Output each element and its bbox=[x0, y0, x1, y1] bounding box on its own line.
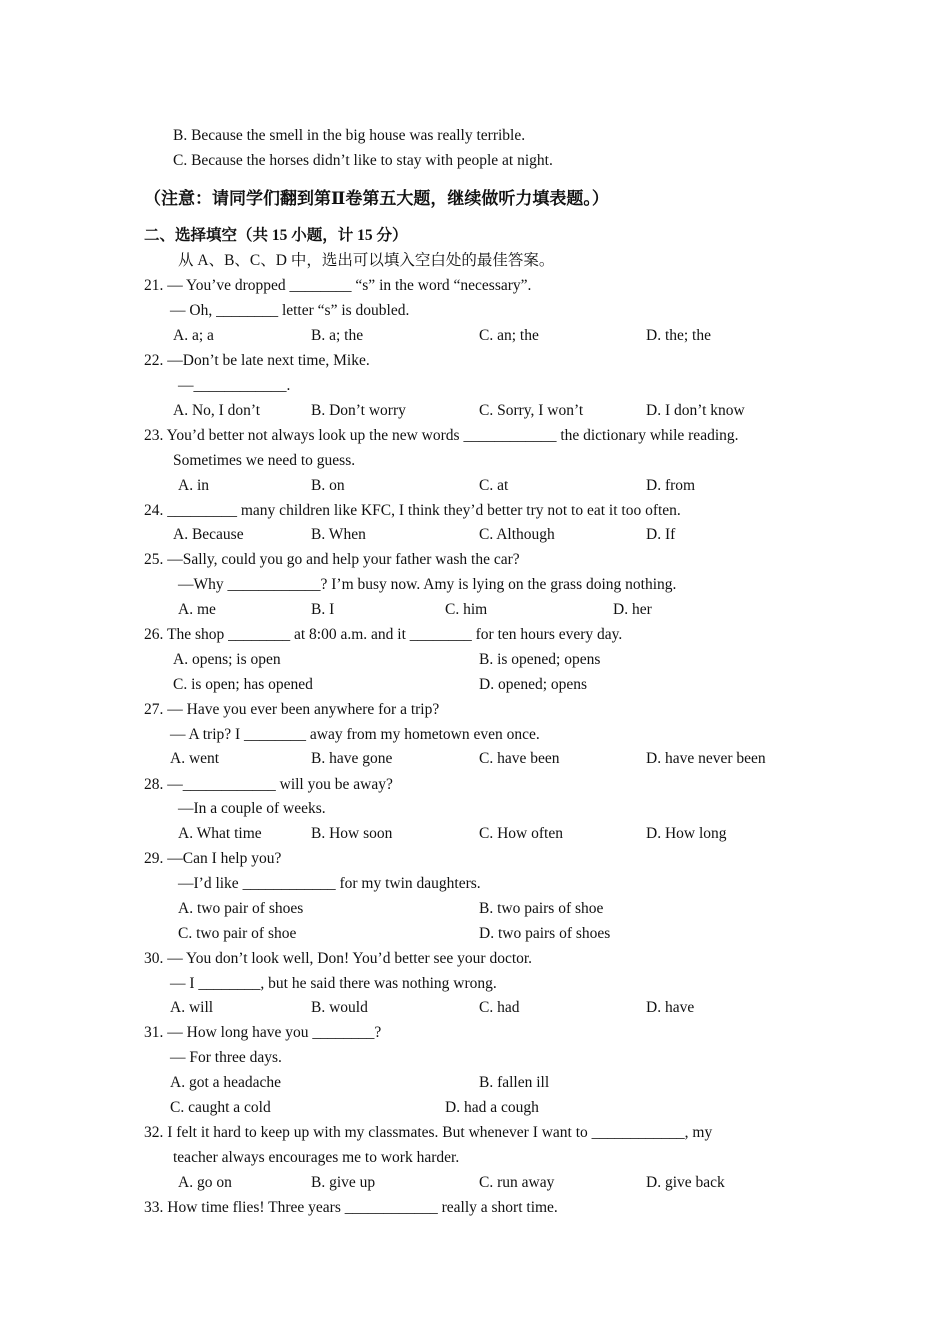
q24-option-d: D. If bbox=[646, 526, 676, 543]
q21-option-d: D. the; the bbox=[646, 327, 711, 344]
q32-option-d: D. give back bbox=[646, 1174, 725, 1191]
q33-stem: 33. How time flies! Three years ____________ really a short time. bbox=[144, 1199, 558, 1216]
q28-stem: 28. —____________ will you be away? bbox=[144, 776, 393, 793]
q29-option-b: B. two pairs of shoe bbox=[479, 900, 604, 917]
q21-option-a: A. a; a bbox=[173, 327, 214, 344]
q28-option-b: B. How soon bbox=[311, 825, 393, 842]
q31-option-c: C. caught a cold bbox=[170, 1099, 271, 1116]
q25-option-b: B. I bbox=[311, 601, 335, 618]
q30-line2: — I ________, but he said there was nothing wrong. bbox=[170, 975, 497, 992]
q30-option-a: A. will bbox=[170, 999, 214, 1016]
q27-option-a: A. went bbox=[170, 750, 220, 767]
q32-line2: teacher always encourages me to work harder. bbox=[173, 1149, 460, 1166]
q24-option-a: A. Because bbox=[173, 526, 244, 543]
q28-option-d: D. How long bbox=[646, 825, 727, 842]
notice-text: （注意：请同学们翻到第Ⅱ卷第五大题，继续做听力填表题。） bbox=[144, 189, 609, 208]
q32-option-b: B. give up bbox=[311, 1174, 376, 1191]
q29-line2: —I’d like ____________ for my twin daughters. bbox=[178, 875, 481, 892]
q23-option-d: D. from bbox=[646, 477, 696, 494]
q22-option-c: C. Sorry, I won’t bbox=[479, 402, 584, 419]
q31-option-b: B. fallen ill bbox=[479, 1074, 550, 1091]
q26-option-d: D. opened; opens bbox=[479, 676, 588, 693]
q25-stem: 25. —Sally, could you go and help your father wash the car? bbox=[144, 551, 520, 568]
q22-line2: —____________. bbox=[178, 377, 291, 394]
q26-stem: 26. The shop ________ at 8:00 a.m. and it ________ for ten hours every day. bbox=[144, 626, 623, 643]
q31-option-a: A. got a headache bbox=[170, 1074, 282, 1091]
q30-stem: 30. — You don’t look well, Don! You’d better see your doctor. bbox=[144, 950, 533, 967]
q31-option-d: D. had a cough bbox=[445, 1099, 539, 1116]
q21-option-c: C. an; the bbox=[479, 327, 539, 344]
q28-option-a: A. What time bbox=[178, 825, 262, 842]
q27-option-d: D. have never been bbox=[646, 750, 766, 767]
q29-option-c: C. two pair of shoe bbox=[178, 925, 297, 942]
q22-stem: 22. —Don’t be late next time, Mike. bbox=[144, 352, 370, 369]
q28-option-c: C. How often bbox=[479, 825, 563, 842]
q23-option-a: A. in bbox=[178, 477, 209, 494]
q29-option-d: D. two pairs of shoes bbox=[479, 925, 611, 942]
q24-stem: 24. _________ many children like KFC, I think they’d better try not to eat it too often. bbox=[144, 502, 681, 519]
q24-option-c: C. Although bbox=[479, 526, 555, 543]
q25-option-a: A. me bbox=[178, 601, 216, 618]
q23-option-b: B. on bbox=[311, 477, 345, 494]
q27-option-b: B. have gone bbox=[311, 750, 393, 767]
q25-line2: —Why ____________? I’m busy now. Amy is lying on the grass doing nothing. bbox=[178, 576, 677, 593]
q30-option-b: B. would bbox=[311, 999, 368, 1016]
q30-option-c: C. had bbox=[479, 999, 520, 1016]
option-c-previous: C. Because the horses didn’t like to stay with people at night. bbox=[173, 152, 553, 169]
q26-option-a: A. opens; is open bbox=[173, 651, 281, 668]
q31-line2: — For three days. bbox=[170, 1049, 282, 1066]
q32-option-c: C. run away bbox=[479, 1174, 555, 1191]
q32-option-a: A. go on bbox=[178, 1174, 232, 1191]
section-title: 二、选择填空（共 15 小题，计 15 分） bbox=[144, 227, 408, 244]
q32-stem: 32. I felt it hard to keep up with my classmates. But whenever I want to ____________, my bbox=[144, 1124, 713, 1141]
q29-option-a: A. two pair of shoes bbox=[178, 900, 304, 917]
q22-option-b: B. Don’t worry bbox=[311, 402, 406, 419]
q26-option-c: C. is open; has opened bbox=[173, 676, 313, 693]
q29-stem: 29. —Can I help you? bbox=[144, 850, 282, 867]
q27-stem: 27. — Have you ever been anywhere for a trip? bbox=[144, 701, 440, 718]
q27-line2: — A trip? I ________ away from my hometown even once. bbox=[170, 726, 540, 743]
q30-option-d: D. have bbox=[646, 999, 695, 1016]
option-b-previous: B. Because the smell in the big house was really terrible. bbox=[173, 127, 526, 144]
q21-stem: 21. — You’ve dropped ________ “s” in the word “necessary”. bbox=[144, 277, 532, 294]
q23-option-c: C. at bbox=[479, 477, 509, 494]
q22-option-d: D. I don’t know bbox=[646, 402, 745, 419]
q24-option-b: B. When bbox=[311, 526, 366, 543]
q28-line2: —In a couple of weeks. bbox=[178, 800, 326, 817]
q26-option-b: B. is opened; opens bbox=[479, 651, 601, 668]
q25-option-d: D. her bbox=[613, 601, 652, 618]
section-instruction: 从 A、B、C、D 中，选出可以填入空白处的最佳答案。 bbox=[178, 252, 555, 269]
q27-option-c: C. have been bbox=[479, 750, 560, 767]
q31-stem: 31. — How long have you ________? bbox=[144, 1024, 382, 1041]
q22-option-a: A. No, I don’t bbox=[173, 402, 261, 419]
q25-option-c: C. him bbox=[445, 601, 488, 618]
q23-line2: Sometimes we need to guess. bbox=[173, 452, 356, 469]
q21-option-b: B. a; the bbox=[311, 327, 364, 344]
q21-line2: — Oh, ________ letter “s” is doubled. bbox=[170, 302, 410, 319]
q23-stem: 23. You’d better not always look up the new words ____________ the dictionary while reading. bbox=[144, 427, 739, 444]
